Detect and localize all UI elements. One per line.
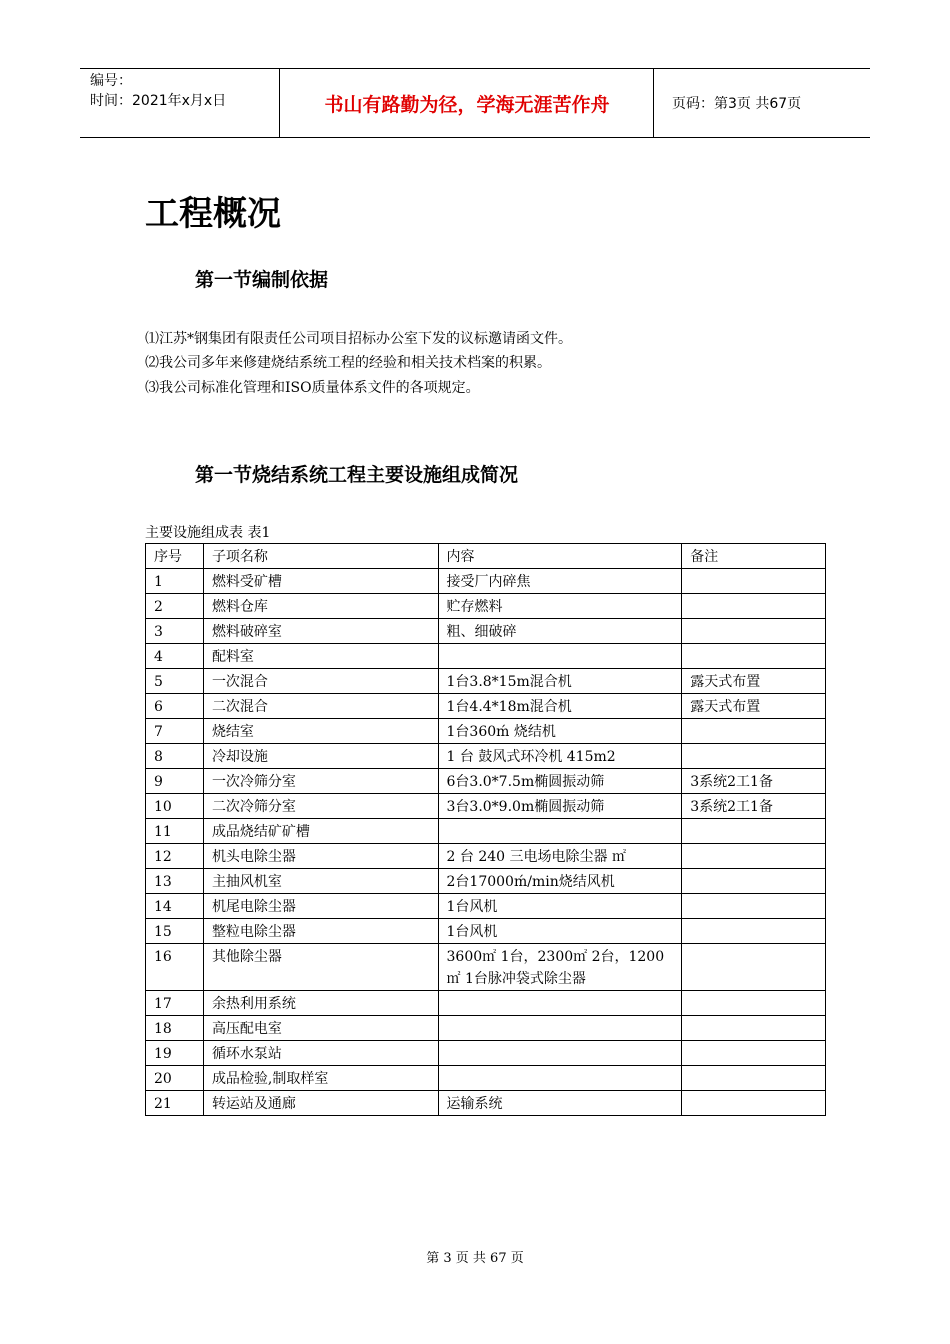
item-name-cell: 成品检验,制取样室 [203,1066,438,1091]
row-number-cell: 13 [146,869,204,894]
remark-cell [682,819,826,844]
header-motto: 书山有路勤为径，学海无涯苦作舟 [281,69,654,137]
row-number-cell: 18 [146,1016,204,1041]
remark-cell [682,594,826,619]
remark-cell [682,991,826,1016]
remark-cell [682,1091,826,1116]
row-number-cell: 5 [146,669,204,694]
content-cell: 1台风机 [438,919,682,944]
item-name-cell: 二次冷筛分室 [203,794,438,819]
table-row [146,1016,826,1041]
table-header-row [146,544,826,569]
basis-item: ⑴江苏*钢集团有限责任公司项目招标办公室下发的议标邀请函文件。 [145,331,572,347]
item-name-cell: 其他除尘器 [203,944,438,991]
header-meta [80,69,280,137]
row-number-cell: 16 [146,944,204,991]
content-cell: 1台360ḿ 烧结机 [438,719,682,744]
row-number-cell: 3 [146,619,204,644]
table-row [146,869,826,894]
table-caption: 主要设施组成表 表1 [145,525,271,541]
content-cell: 运输系统 [438,1091,682,1116]
content-cell: 2 台 240 三电场电除尘器 ㎡ [438,844,682,869]
item-name-cell: 冷却设施 [203,744,438,769]
content-cell: 粗、细破碎 [438,619,682,644]
remark-cell: 露天式布置 [682,694,826,719]
basis-item: ⑶我公司标准化管理和ISO质量体系文件的各项规定。 [145,380,480,396]
content-cell [438,1016,682,1041]
table-row [146,744,826,769]
document-time-label: 时间：2021年x月x日 [90,93,227,109]
table-row [146,719,826,744]
item-name-cell: 机头电除尘器 [203,844,438,869]
remark-cell [682,619,826,644]
item-name-cell: 配料室 [203,644,438,669]
content-cell: 3600㎡ 1台，2300㎡ 2台，1200㎡ 1台脉冲袋式除尘器 [438,944,682,991]
basis-item: ⑵我公司多年来修建烧结系统工程的经验和相关技术档案的积累。 [145,355,551,371]
item-name-cell: 成品烧结矿矿槽 [203,819,438,844]
item-name-cell: 一次冷筛分室 [203,769,438,794]
row-number-cell: 2 [146,594,204,619]
page-label-text: 页码：第3页 共67页 [672,96,802,112]
table-row [146,1091,826,1116]
table-row [146,819,826,844]
item-name-cell: 燃料破碎室 [203,619,438,644]
content-cell [438,644,682,669]
table-row [146,569,826,594]
content-cell: 1台4.4*18m混合机 [438,694,682,719]
remark-cell [682,1016,826,1041]
remark-cell [682,644,826,669]
row-number-cell: 21 [146,1091,204,1116]
item-name-cell: 高压配电室 [203,1016,438,1041]
item-name-cell: 燃料仓库 [203,594,438,619]
content-cell [438,819,682,844]
remark-cell [682,569,826,594]
item-name-cell: 机尾电除尘器 [203,894,438,919]
content-cell: 2台17000ḿ/min烧结风机 [438,869,682,894]
remark-cell [682,894,826,919]
row-number-cell: 4 [146,644,204,669]
remark-cell [682,919,826,944]
remark-cell [682,744,826,769]
row-number-cell: 1 [146,569,204,594]
row-number-cell: 17 [146,991,204,1016]
table-row [146,991,826,1016]
row-number-cell: 6 [146,694,204,719]
row-number-cell: 7 [146,719,204,744]
row-number-cell: 8 [146,744,204,769]
content-cell [438,1066,682,1091]
remark-cell [682,1041,826,1066]
item-name-cell: 燃料受矿槽 [203,569,438,594]
document-title: 工程概况 [145,194,281,234]
column-header: 序号 [146,544,204,569]
remark-cell [682,944,826,991]
table-row [146,1041,826,1066]
content-cell: 1 台 鼓风式环冷机 415m2 [438,744,682,769]
item-name-cell: 烧结室 [203,719,438,744]
page-header [80,68,870,138]
content-cell: 3台3.0*9.0m椭圆振动筛 [438,794,682,819]
table-row [146,794,826,819]
remark-cell [682,719,826,744]
content-cell: 贮存燃料 [438,594,682,619]
row-number-cell: 11 [146,819,204,844]
section-heading-facilities: 第一节烧结系统工程主要设施组成简况 [195,464,519,486]
table-row [146,619,826,644]
remark-cell: 露天式布置 [682,669,826,694]
row-number-cell: 9 [146,769,204,794]
remark-cell [682,1066,826,1091]
remark-cell: 3系统2工1备 [682,769,826,794]
table-row [146,919,826,944]
row-number-cell: 12 [146,844,204,869]
content-cell: 1台风机 [438,894,682,919]
table-row [146,594,826,619]
header-page-label [664,69,870,137]
row-number-cell: 19 [146,1041,204,1066]
item-name-cell: 主抽风机室 [203,869,438,894]
page-footer: 第 3 页 共 67 页 [426,1251,524,1266]
item-name-cell: 循环水泵站 [203,1041,438,1066]
item-name-cell: 整粒电除尘器 [203,919,438,944]
item-name-cell: 转运站及通廊 [203,1091,438,1116]
facilities-table [145,543,826,1116]
remark-cell [682,844,826,869]
table-row [146,769,826,794]
table-row [146,1066,826,1091]
row-number-cell: 20 [146,1066,204,1091]
item-name-cell: 二次混合 [203,694,438,719]
table-row [146,894,826,919]
column-header: 内容 [438,544,682,569]
item-name-cell: 一次混合 [203,669,438,694]
content-cell [438,991,682,1016]
document-number-label: 编号： [90,73,132,89]
remark-cell [682,869,826,894]
content-cell: 1台3.8*15m混合机 [438,669,682,694]
table-row [146,944,826,991]
table-row [146,844,826,869]
item-name-cell: 余热利用系统 [203,991,438,1016]
content-cell: 接受厂内碎焦 [438,569,682,594]
row-number-cell: 10 [146,794,204,819]
table-row [146,644,826,669]
column-header: 备注 [682,544,826,569]
column-header: 子项名称 [203,544,438,569]
row-number-cell: 14 [146,894,204,919]
content-cell: 6台3.0*7.5m椭圆振动筛 [438,769,682,794]
row-number-cell: 15 [146,919,204,944]
table-row [146,669,826,694]
section-heading-basis: 第一节编制依据 [195,269,329,291]
table-row [146,694,826,719]
remark-cell: 3系统2工1备 [682,794,826,819]
content-cell [438,1041,682,1066]
